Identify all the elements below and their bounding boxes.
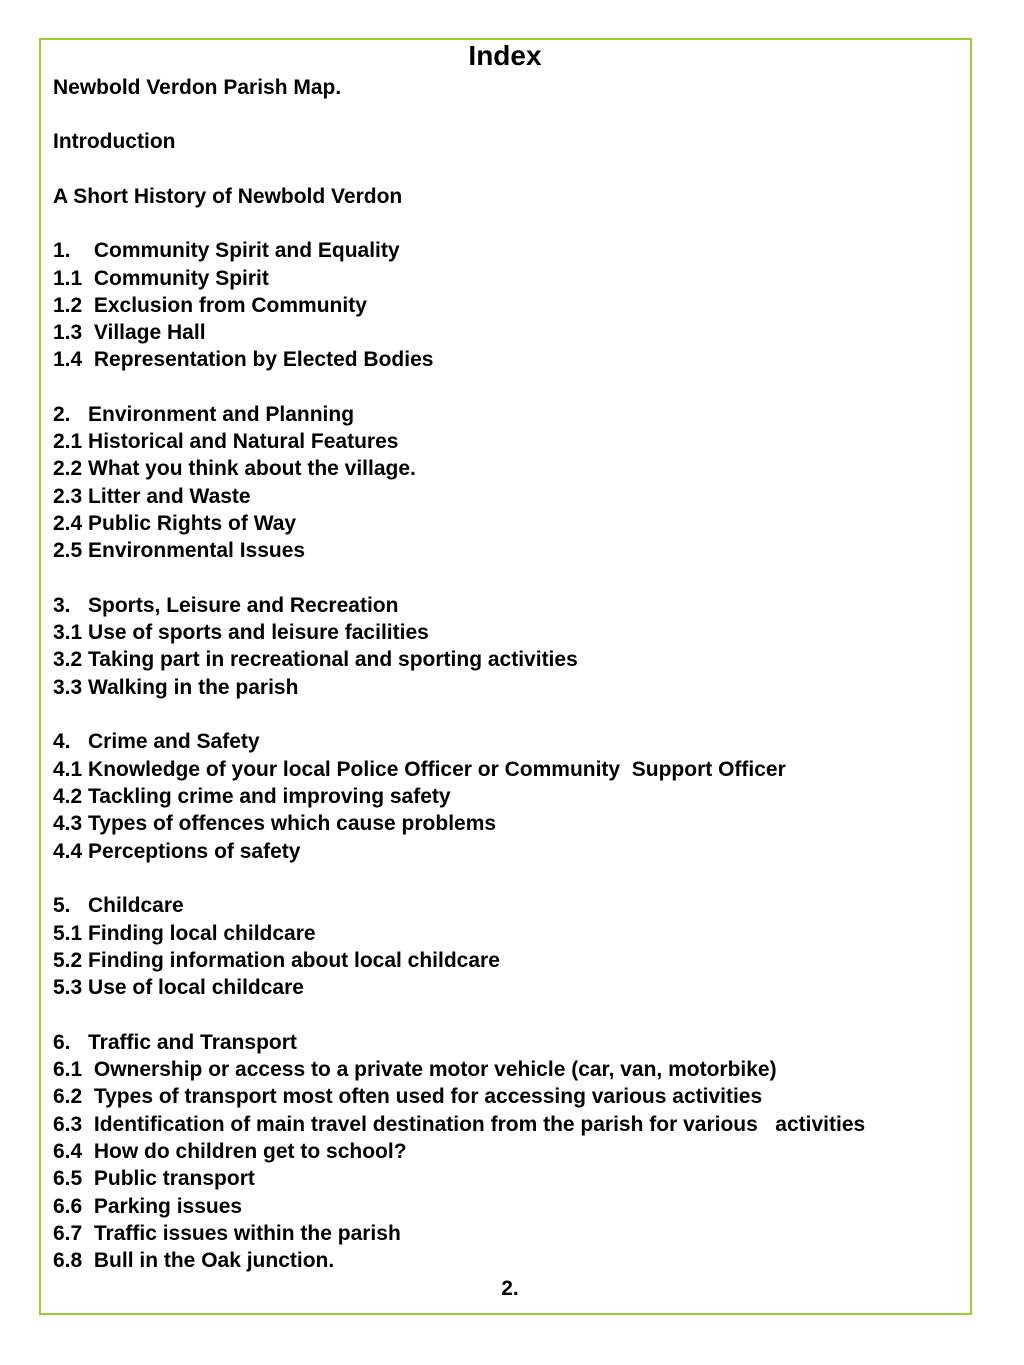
index-entry-3-1: 3.1 Use of sports and leisure facilities <box>53 621 429 644</box>
index-entry-1-3: 1.3 Village Hall <box>53 321 206 344</box>
index-entry-6-4: 6.4 How do children get to school? <box>53 1140 407 1163</box>
index-entry-3-3: 3.3 Walking in the parish <box>53 676 299 699</box>
index-entry-5-2: 5.2 Finding information about local childcare <box>53 949 500 972</box>
index-entry-6-7: 6.7 Traffic issues within the parish <box>53 1222 401 1245</box>
section-heading-4: 4. Crime and Safety <box>53 730 260 753</box>
index-entry-5-3: 5.3 Use of local childcare <box>53 976 304 999</box>
index-entry-5-1: 5.1 Finding local childcare <box>53 922 316 945</box>
section-heading-2: 2. Environment and Planning <box>53 403 355 426</box>
index-entry-4-1: 4.1 Knowledge of your local Police Officer or Community Support Officer <box>53 758 786 781</box>
index-entry-6-8: 6.8 Bull in the Oak junction. <box>53 1249 335 1272</box>
index-entry-2-1: 2.1 Historical and Natural Features <box>53 430 399 453</box>
index-entry-4-4: 4.4 Perceptions of safety <box>53 840 301 863</box>
index-entry-4-3: 4.3 Types of offences which cause problems <box>53 812 497 835</box>
index-entry-1-4: 1.4 Representation by Elected Bodies <box>53 348 434 371</box>
index-entry-3-2: 3.2 Taking part in recreational and sporting activities <box>53 648 578 671</box>
index-entry-2-5: 2.5 Environmental Issues <box>53 539 306 562</box>
index-entry-4-2: 4.2 Tackling crime and improving safety <box>53 785 451 808</box>
index-entry-2-4: 2.4 Public Rights of Way <box>53 512 297 535</box>
index-entry-6-1: 6.1 Ownership or access to a private motor vehicle (car, van, motorbike) <box>53 1058 777 1081</box>
index-entry-introduction: Introduction <box>53 130 176 153</box>
section-heading-1: 1. Community Spirit and Equality <box>53 239 400 262</box>
index-entry-short-history: A Short History of Newbold Verdon <box>53 185 403 208</box>
index-entry-2-2: 2.2 What you think about the village. <box>53 457 416 480</box>
section-heading-6: 6. Traffic and Transport <box>53 1031 297 1054</box>
index-entry-6-2: 6.2 Types of transport most often used for accessing various activities <box>53 1085 763 1108</box>
section-heading-3: 3. Sports, Leisure and Recreation <box>53 594 399 617</box>
index-entry-1-1: 1.1 Community Spirit <box>53 267 269 290</box>
section-heading-5: 5. Childcare <box>53 894 184 917</box>
index-entry-6-3: 6.3 Identification of main travel destination from the parish for various activities <box>53 1113 866 1136</box>
index-entry-1-2: 1.2 Exclusion from Community <box>53 294 367 317</box>
index-entry-2-3: 2.3 Litter and Waste <box>53 485 251 508</box>
index-entry-6-6: 6.6 Parking issues <box>53 1195 243 1218</box>
index-entry-6-5: 6.5 Public transport <box>53 1167 255 1190</box>
index-title: Index <box>468 40 542 71</box>
index-entry-parish-map: Newbold Verdon Parish Map. <box>53 76 342 99</box>
page-number: 2. <box>501 1277 519 1300</box>
